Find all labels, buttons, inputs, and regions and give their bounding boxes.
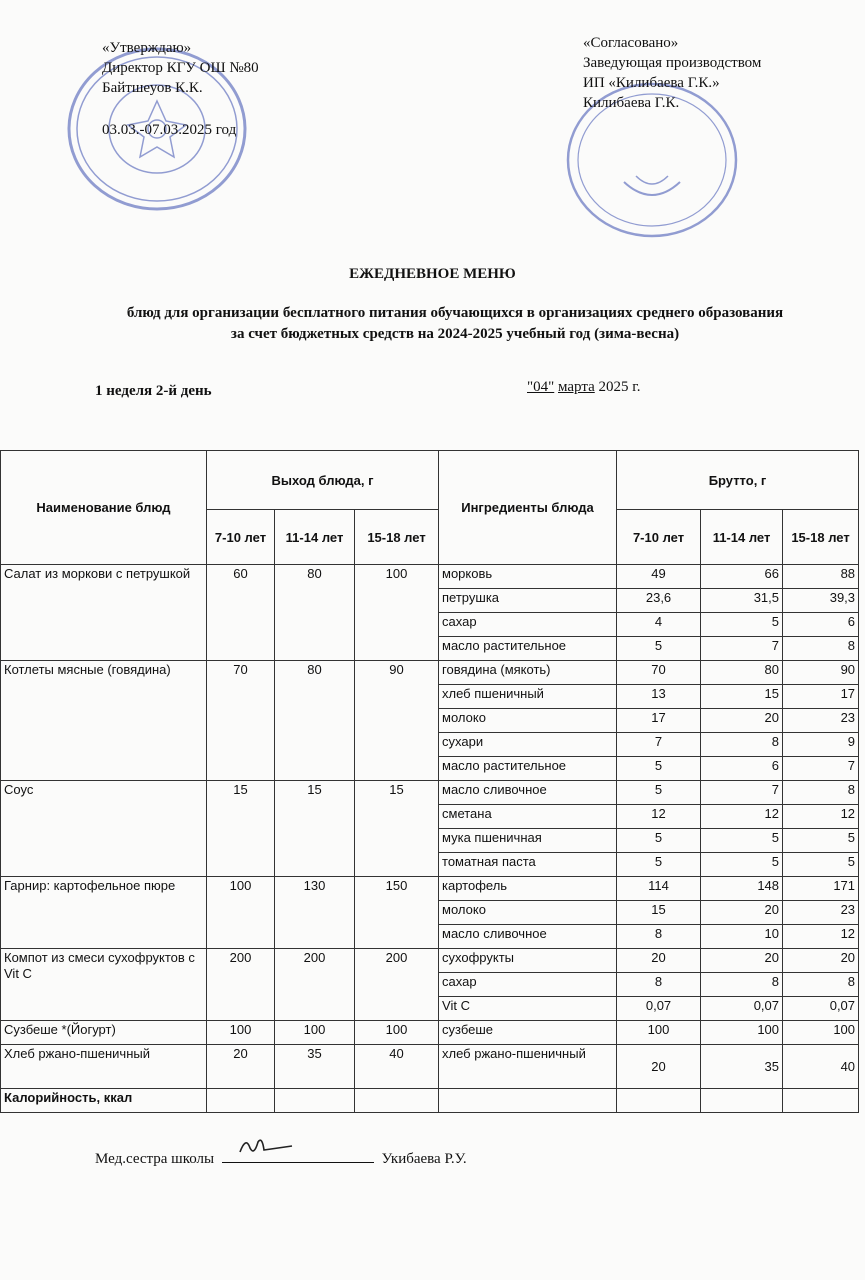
calories-row <box>1 1089 859 1113</box>
dish-yield: 200 <box>275 949 355 1021</box>
table-row <box>1 1045 859 1089</box>
header-brutto-age-11-14: 11-14 лет <box>701 510 783 565</box>
manager-name: Килибаева Г.К. <box>583 95 680 111</box>
dish-yield: 20 <box>207 1045 275 1089</box>
calories-cell <box>275 1089 355 1113</box>
table-row <box>1 781 859 805</box>
nurse-name: Укибаева Р.У. <box>381 1151 467 1167</box>
ingredient-name: говядина (мякоть) <box>439 661 617 685</box>
date-month: марта <box>558 379 595 395</box>
dish-yield: 130 <box>275 877 355 949</box>
brutto-value: 0,07 <box>617 997 701 1021</box>
table-row <box>1 565 859 589</box>
header-brutto-age-15-18: 15-18 лет <box>783 510 859 565</box>
brutto-value: 100 <box>617 1021 701 1045</box>
header-yield-age-7-10: 7-10 лет <box>207 510 275 565</box>
brutto-value: 8 <box>783 781 859 805</box>
date-day: "04" <box>527 379 555 395</box>
approval-period: 03.03.-07.03.2025 год <box>102 122 237 138</box>
brutto-value: 8 <box>617 973 701 997</box>
brutto-value: 5 <box>617 781 701 805</box>
brutto-value: 12 <box>783 805 859 829</box>
brutto-value: 5 <box>617 853 701 877</box>
brutto-value: 5 <box>617 637 701 661</box>
brutto-value: 7 <box>701 781 783 805</box>
manager-title: Заведующая производством <box>583 55 762 71</box>
menu-date <box>527 379 640 396</box>
signature-icon <box>236 1134 296 1158</box>
dish-name: Компот из смеси сухофруктов с Vit C <box>1 949 207 1021</box>
ingredient-name: масло растительное <box>439 757 617 781</box>
brutto-value: 171 <box>783 877 859 901</box>
dish-yield: 35 <box>275 1045 355 1089</box>
brutto-value: 100 <box>783 1021 859 1045</box>
brutto-value: 4 <box>617 613 701 637</box>
dish-yield: 40 <box>355 1045 439 1089</box>
ingredient-name: сахар <box>439 973 617 997</box>
table-row <box>1 661 859 685</box>
brutto-value: 12 <box>783 925 859 949</box>
ingredient-name: сузбеше <box>439 1021 617 1045</box>
table-row <box>1 1021 859 1045</box>
brutto-value: 5 <box>701 613 783 637</box>
brutto-value: 49 <box>617 565 701 589</box>
brutto-value: 35 <box>701 1045 783 1089</box>
dish-yield: 15 <box>355 781 439 877</box>
dish-yield: 200 <box>207 949 275 1021</box>
brutto-value: 31,5 <box>701 589 783 613</box>
brutto-value: 40 <box>783 1045 859 1089</box>
header-row-1 <box>1 451 859 510</box>
ingredient-name: масло сливочное <box>439 925 617 949</box>
menu-table-body <box>1 565 859 1113</box>
ingredient-name: Vit C <box>439 997 617 1021</box>
brutto-value: 6 <box>701 757 783 781</box>
dish-yield: 80 <box>275 661 355 781</box>
brutto-value: 7 <box>701 637 783 661</box>
signature-line <box>222 1148 374 1163</box>
dish-yield: 70 <box>207 661 275 781</box>
brutto-value: 20 <box>617 1045 701 1089</box>
ingredient-name: петрушка <box>439 589 617 613</box>
brutto-value: 20 <box>701 901 783 925</box>
dish-yield: 150 <box>355 877 439 949</box>
ingredient-name: хлеб ржано-пшеничный <box>439 1045 617 1089</box>
brutto-value: 17 <box>617 709 701 733</box>
brutto-value: 13 <box>617 685 701 709</box>
dish-yield: 100 <box>355 565 439 661</box>
table-row <box>1 877 859 901</box>
brutto-value: 148 <box>701 877 783 901</box>
brutto-value: 39,3 <box>783 589 859 613</box>
brutto-value: 6 <box>783 613 859 637</box>
dish-yield: 100 <box>207 877 275 949</box>
header-brutto-age-7-10: 7-10 лет <box>617 510 701 565</box>
brutto-value: 0,07 <box>701 997 783 1021</box>
brutto-value: 5 <box>783 853 859 877</box>
brutto-value: 8 <box>701 733 783 757</box>
dish-yield: 90 <box>355 661 439 781</box>
ingredient-name: томатная паста <box>439 853 617 877</box>
brutto-value: 12 <box>701 805 783 829</box>
brutto-value: 0,07 <box>783 997 859 1021</box>
calories-cell <box>701 1089 783 1113</box>
dish-yield: 80 <box>275 565 355 661</box>
ingredient-name: молоко <box>439 901 617 925</box>
dish-name: Хлеб ржано-пшеничный <box>1 1045 207 1089</box>
brutto-value: 10 <box>701 925 783 949</box>
brutto-value: 8 <box>783 973 859 997</box>
dish-name: Салат из моркови с петрушкой <box>1 565 207 661</box>
agreement-heading: «Согласовано» <box>583 35 679 51</box>
dish-yield: 100 <box>207 1021 275 1045</box>
nurse-signature-line <box>95 1148 467 1168</box>
table-row <box>1 949 859 973</box>
ingredient-name: масло растительное <box>439 637 617 661</box>
brutto-value: 23,6 <box>617 589 701 613</box>
menu-table <box>0 450 859 1113</box>
approval-block-right <box>583 33 761 113</box>
brutto-value: 88 <box>783 565 859 589</box>
ingredient-name: картофель <box>439 877 617 901</box>
ingredient-name: молоко <box>439 709 617 733</box>
calories-cell <box>355 1089 439 1113</box>
brutto-value: 15 <box>617 901 701 925</box>
brutto-value: 90 <box>783 661 859 685</box>
ingredient-name: сухофрукты <box>439 949 617 973</box>
brutto-value: 17 <box>783 685 859 709</box>
date-year: 2025 г. <box>598 379 641 395</box>
brutto-value: 70 <box>617 661 701 685</box>
calories-cell <box>439 1089 617 1113</box>
calories-cell <box>617 1089 701 1113</box>
header-yield-age-11-14: 11-14 лет <box>275 510 355 565</box>
ingredient-name: масло сливочное <box>439 781 617 805</box>
brutto-value: 100 <box>701 1021 783 1045</box>
brutto-value: 20 <box>783 949 859 973</box>
calories-cell <box>207 1089 275 1113</box>
header-ingredients: Ингредиенты блюда <box>439 451 617 565</box>
director-title: Директор КГУ ОШ №80 <box>102 60 259 76</box>
brutto-value: 8 <box>783 637 859 661</box>
company-name: ИП «Килибаева Г.К.» <box>583 75 720 91</box>
brutto-value: 8 <box>701 973 783 997</box>
ingredient-name: сметана <box>439 805 617 829</box>
brutto-value: 9 <box>783 733 859 757</box>
header-dish: Наименование блюд <box>1 451 207 565</box>
ingredient-name: мука пшеничная <box>439 829 617 853</box>
brutto-value: 20 <box>617 949 701 973</box>
dish-name: Сузбеше *(Йогурт) <box>1 1021 207 1045</box>
brutto-value: 15 <box>701 685 783 709</box>
brutto-value: 12 <box>617 805 701 829</box>
document-subtitle: блюд для организации бесплатного питания обучающихся в организациях среднего образования за счет бюджетных средств на 2024-2025 учебный год (зима-весна) <box>126 305 784 342</box>
director-name: Байтшеуов К.К. <box>102 80 203 96</box>
dish-yield: 200 <box>355 949 439 1021</box>
week-day-label: 1 неделя 2-й день <box>95 383 212 399</box>
brutto-value: 5 <box>701 853 783 877</box>
dish-name: Соус <box>1 781 207 877</box>
header-yield-age-15-18: 15-18 лет <box>355 510 439 565</box>
ingredient-name: сухари <box>439 733 617 757</box>
brutto-value: 5 <box>783 829 859 853</box>
calories-cell <box>783 1089 859 1113</box>
brutto-value: 7 <box>617 733 701 757</box>
calories-label: Калорийность, ккал <box>1 1089 207 1113</box>
dish-yield: 15 <box>207 781 275 877</box>
document-title: ЕЖЕДНЕВНОЕ МЕНЮ <box>349 266 516 282</box>
dish-yield: 100 <box>275 1021 355 1045</box>
brutto-value: 23 <box>783 901 859 925</box>
header-brutto: Брутто, г <box>617 451 859 510</box>
approval-block-left <box>102 38 259 140</box>
brutto-value: 20 <box>701 709 783 733</box>
brutto-value: 66 <box>701 565 783 589</box>
dish-yield: 60 <box>207 565 275 661</box>
brutto-value: 114 <box>617 877 701 901</box>
brutto-value: 5 <box>617 829 701 853</box>
dish-name: Гарнир: картофельное пюре <box>1 877 207 949</box>
nurse-role: Мед.сестра школы <box>95 1151 215 1167</box>
brutto-value: 20 <box>701 949 783 973</box>
brutto-value: 80 <box>701 661 783 685</box>
ingredient-name: сахар <box>439 613 617 637</box>
dish-yield: 15 <box>275 781 355 877</box>
ingredient-name: хлеб пшеничный <box>439 685 617 709</box>
brutto-value: 8 <box>617 925 701 949</box>
dish-name: Котлеты мясные (говядина) <box>1 661 207 781</box>
brutto-value: 23 <box>783 709 859 733</box>
approval-heading: «Утверждаю» <box>102 40 192 56</box>
brutto-value: 5 <box>701 829 783 853</box>
header-yield: Выход блюда, г <box>207 451 439 510</box>
dish-yield: 100 <box>355 1021 439 1045</box>
ingredient-name: морковь <box>439 565 617 589</box>
brutto-value: 5 <box>617 757 701 781</box>
brutto-value: 7 <box>783 757 859 781</box>
